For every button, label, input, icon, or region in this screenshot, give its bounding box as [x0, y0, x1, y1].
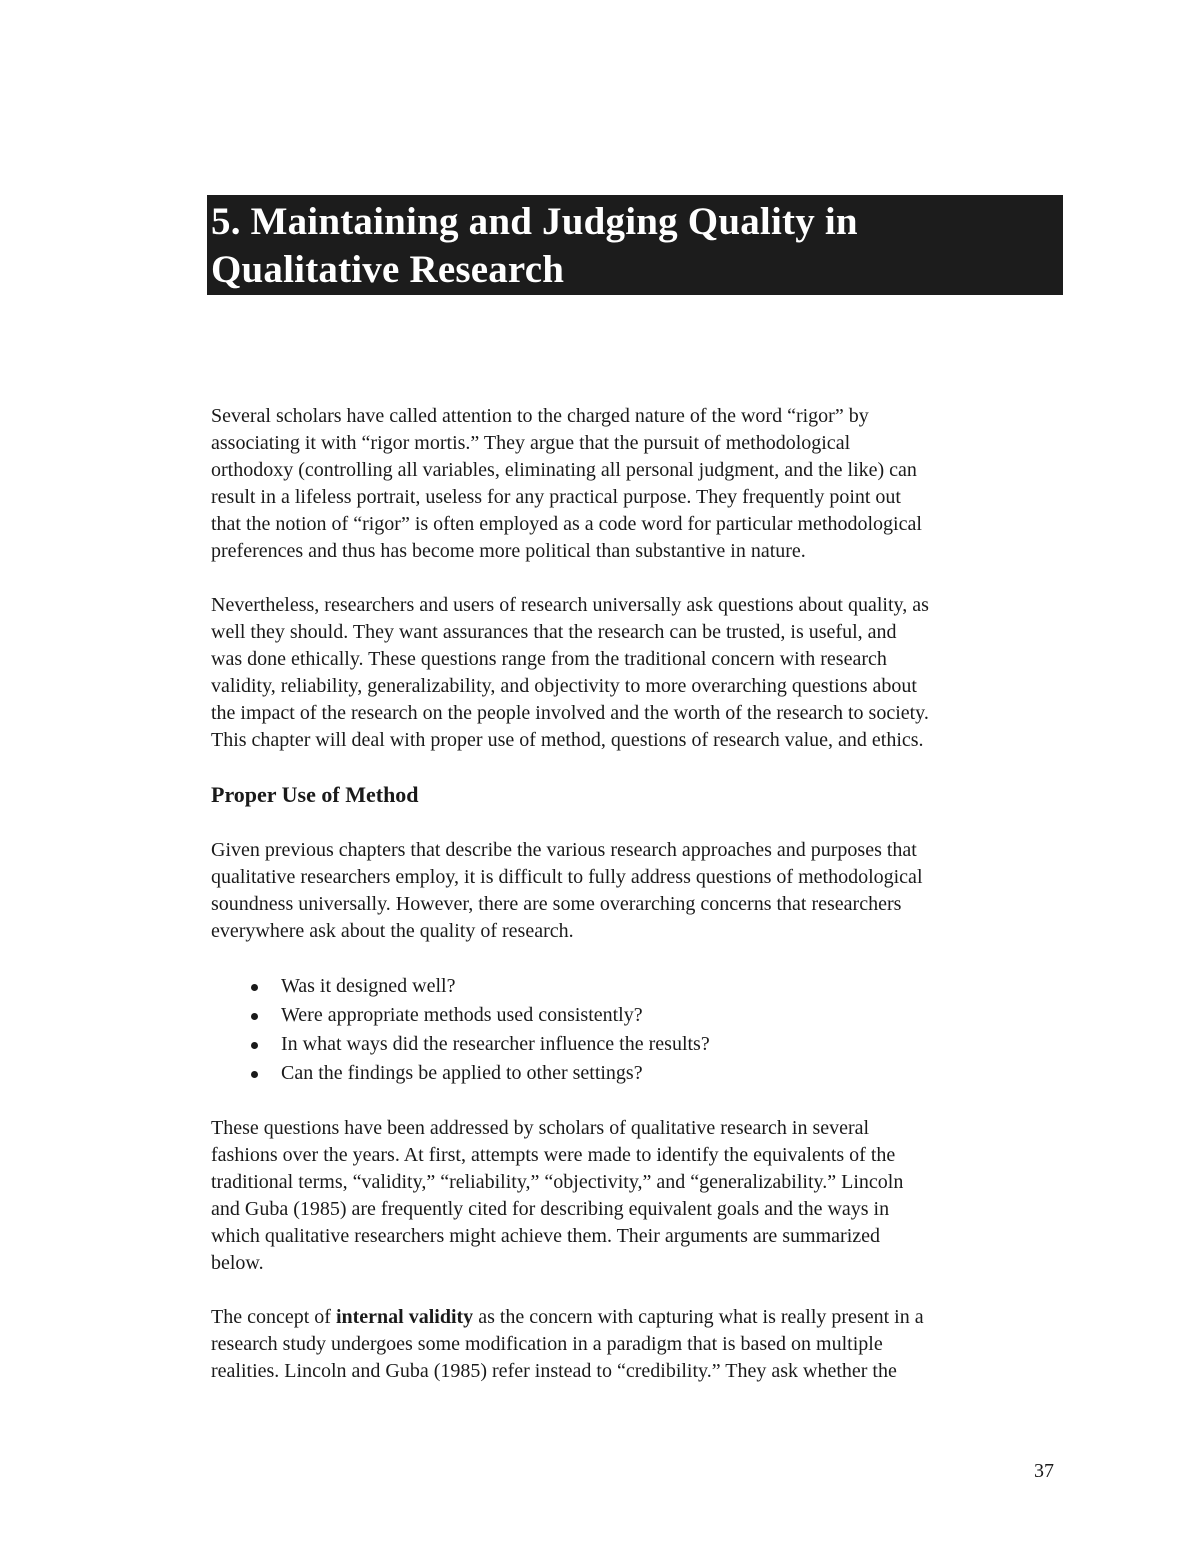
list-item: [211, 972, 1071, 1001]
list-item: [211, 1001, 1071, 1030]
paragraph-quality-questions: Nevertheless, researchers and users of research universally ask questions about quality, as well they should. They want assurances that the research can be trusted, is useful, and was done ethically. These questions range from the traditional concern with research validity, reliability, generalizability, and objectivity to more overarching questions about the impact of the research on the people involved and the worth of the research to society. This chapter will deal with proper use of method, questions of research value, and ethics.: [211, 594, 929, 751]
internal-validity-lead: The concept of: [211, 1306, 336, 1328]
list-item: [211, 1059, 1071, 1088]
paragraph-rigor: Several scholars have called attention to the charged nature of the word “rigor” by associating it with “rigor mortis.” They argue that the pursuit of methodological orthodoxy (controlling all variables, eliminating all personal judgment, and the like) can result in a lifeless portrait, useless for any practical purpose. They frequently point out that the notion of “rigor” is often employed as a code word for particular methodological preferences and thus has become more political than substantive in nature.: [211, 405, 922, 562]
list-item: [211, 1030, 1071, 1059]
bullet-icon: [251, 1042, 258, 1049]
page-number: 37: [1034, 1460, 1054, 1482]
bullet-icon: [251, 1013, 258, 1020]
quality-questions-list: [211, 972, 1071, 1088]
bullet-icon: [251, 1071, 258, 1078]
bullet-icon: [251, 984, 258, 991]
body-text: [211, 403, 1071, 1385]
internal-validity-term: internal validity: [335, 1306, 474, 1328]
paragraph-internal-validity: [211, 1304, 1071, 1385]
chapter-title: [211, 198, 1063, 294]
internal-validity-rest: as the concern with capturing what is really present in a research study undergoes some modification in a paradigm that is based on multiple realities. Lincoln and Guba (1985) refer instead to “credibility.” They ask whether the: [211, 1306, 924, 1382]
list-item-text: Were appropriate methods used consistently?: [281, 1004, 643, 1026]
chapter-title-line-2: Qualitative Research: [211, 248, 565, 291]
list-item-text: In what ways did the researcher influence the results?: [281, 1033, 710, 1055]
paragraph-methodological-soundness: Given previous chapters that describe the various research approaches and purposes that qualitative researchers employ, it is difficult to fully address questions of methodological soundness universally. However, there are some overarching concerns that researchers everywhere ask about the quality of research.: [211, 839, 923, 942]
paragraph-lincoln-guba: These questions have been addressed by scholars of qualitative research in several fashions over the years. At first, attempts were made to identify the equivalents of the traditional terms, “validity,” “reliability,” “objectivity,” and “generalizability.” Lincoln and Guba (1985) are frequently cited for describing equivalent goals and the ways in which qualitative researchers might achieve them. Their arguments are summarized below.: [211, 1117, 904, 1274]
chapter-title-banner: [207, 195, 1063, 295]
list-item-text: Can the findings be applied to other settings?: [281, 1062, 643, 1084]
list-item-text: Was it designed well?: [281, 975, 456, 997]
chapter-title-line-1: 5. Maintaining and Judging Quality in: [211, 200, 858, 243]
section-heading-proper-use-of-method: Proper Use of Method: [211, 782, 419, 807]
